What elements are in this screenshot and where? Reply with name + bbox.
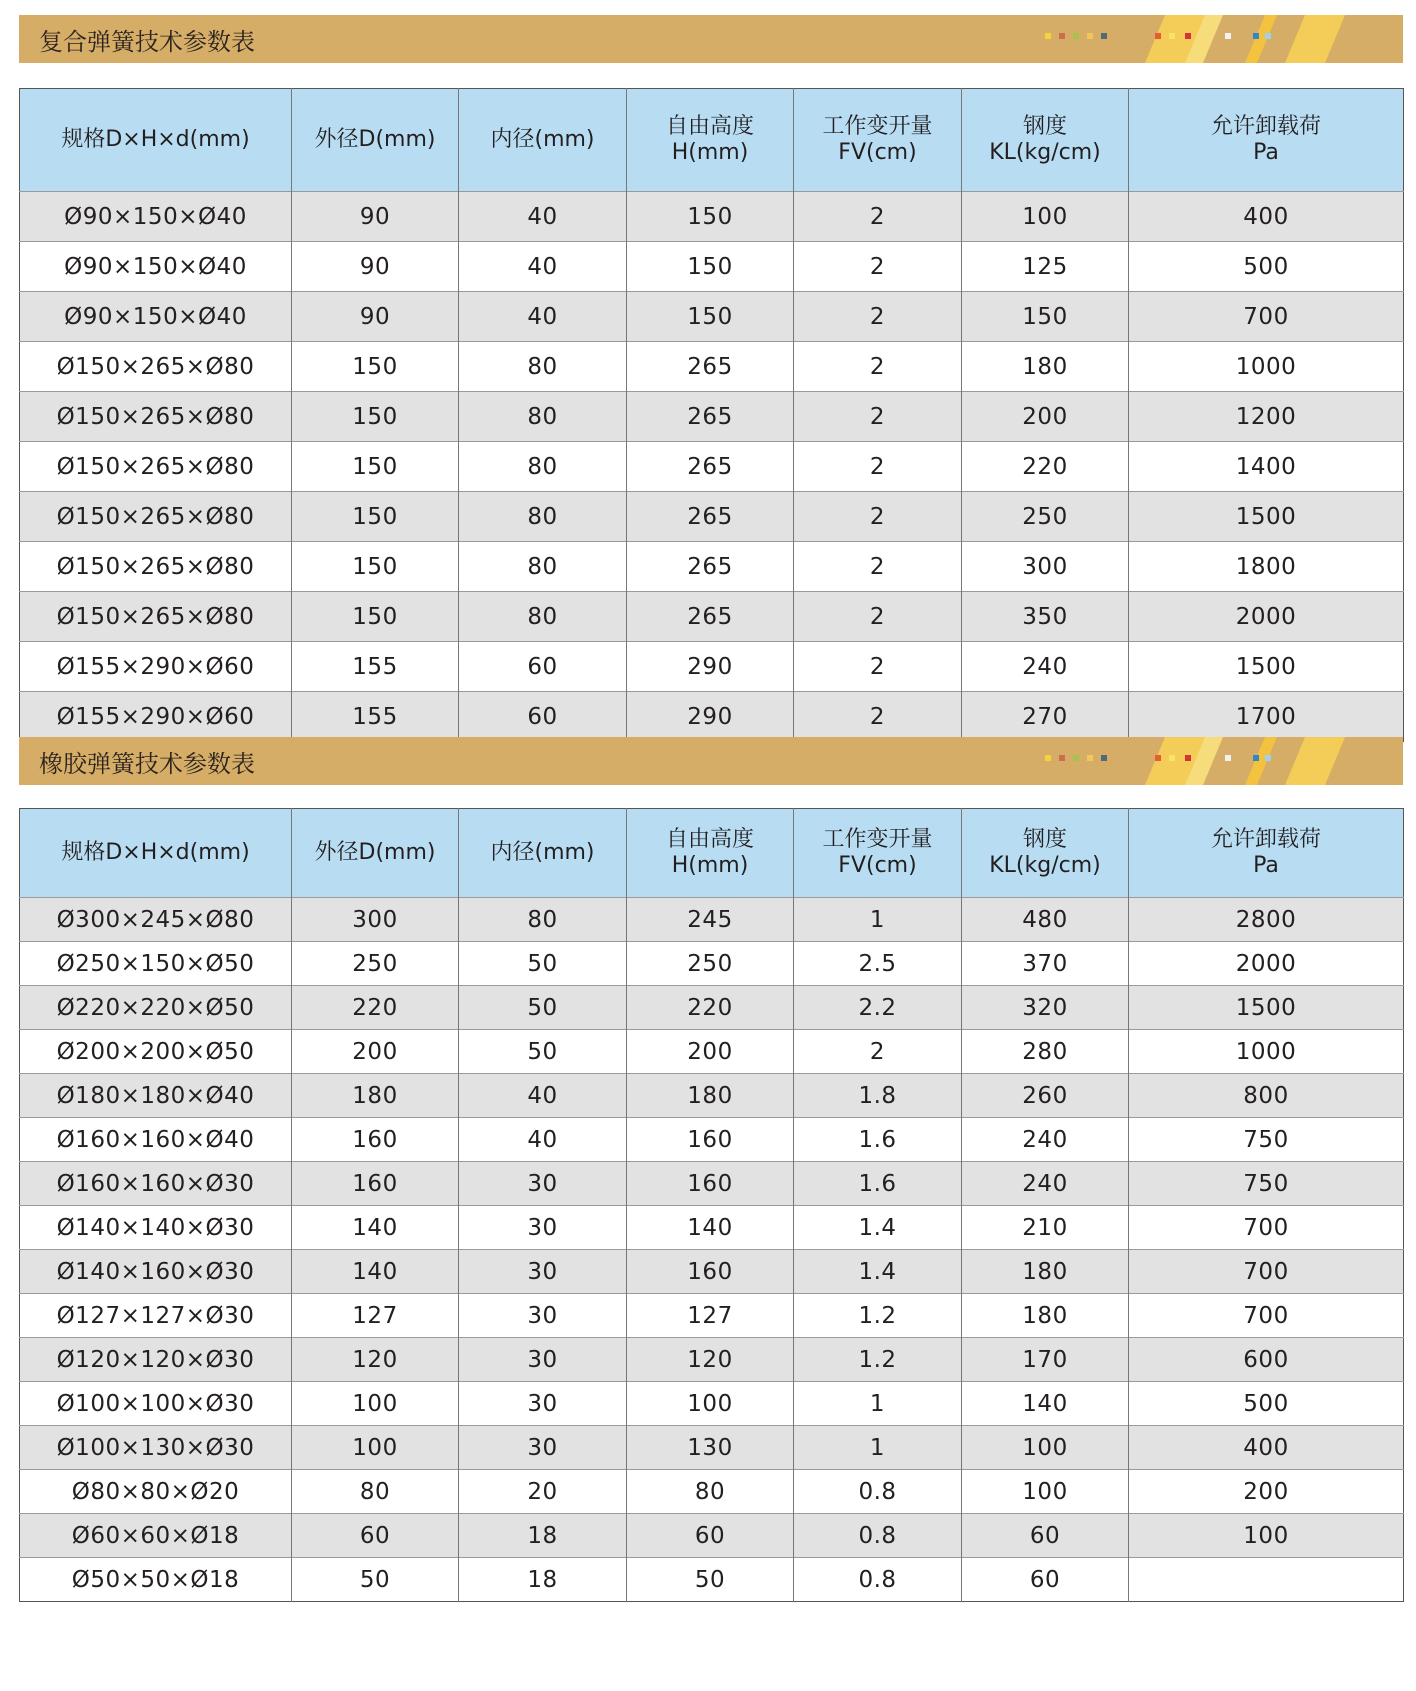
cell-spec: Ø155×290×Ø60 xyxy=(20,642,292,692)
cell-inner-diameter: 20 xyxy=(459,1470,627,1514)
cell-stiffness: 240 xyxy=(962,1118,1129,1162)
cell-allowable-load: 500 xyxy=(1129,242,1404,292)
cell-spec: Ø127×127×Ø30 xyxy=(20,1294,292,1338)
cell-inner-diameter: 80 xyxy=(459,392,627,442)
cell-allowable-load: 1400 xyxy=(1129,442,1404,492)
cell-allowable-load: 100 xyxy=(1129,1514,1404,1558)
cell-spec: Ø160×160×Ø40 xyxy=(20,1118,292,1162)
cell-free-height: 265 xyxy=(627,342,794,392)
cell-free-height: 60 xyxy=(627,1514,794,1558)
cell-inner-diameter: 30 xyxy=(459,1162,627,1206)
cell-outer-diameter: 180 xyxy=(292,1074,459,1118)
cell-stiffness: 60 xyxy=(962,1514,1129,1558)
cell-working-deflection: 1 xyxy=(794,898,962,942)
cell-spec: Ø90×150×Ø40 xyxy=(20,192,292,242)
cell-free-height: 220 xyxy=(627,986,794,1030)
table-row xyxy=(20,1030,1404,1074)
cell-stiffness: 300 xyxy=(962,542,1129,592)
cell-spec: Ø60×60×Ø18 xyxy=(20,1514,292,1558)
table-header-row xyxy=(20,809,1404,898)
cell-allowable-load: 1700 xyxy=(1129,692,1404,742)
cell-allowable-load: 1500 xyxy=(1129,642,1404,692)
header-inner-diameter: 内径(mm) xyxy=(459,89,627,192)
cell-outer-diameter: 150 xyxy=(292,392,459,442)
cell-spec: Ø150×265×Ø80 xyxy=(20,592,292,642)
composite-section-title: 复合弹簧技术参数表 xyxy=(39,27,255,56)
rubber-section-title-bar xyxy=(19,737,1403,785)
cell-stiffness: 260 xyxy=(962,1074,1129,1118)
cell-outer-diameter: 160 xyxy=(292,1162,459,1206)
cell-outer-diameter: 220 xyxy=(292,986,459,1030)
decorative-stripes-graphic xyxy=(1045,15,1385,63)
table-row xyxy=(20,542,1404,592)
table-row xyxy=(20,642,1404,692)
cell-inner-diameter: 80 xyxy=(459,592,627,642)
cell-free-height: 265 xyxy=(627,392,794,442)
cell-spec: Ø180×180×Ø40 xyxy=(20,1074,292,1118)
cell-working-deflection: 1.2 xyxy=(794,1338,962,1382)
cell-allowable-load: 2000 xyxy=(1129,592,1404,642)
cell-outer-diameter: 90 xyxy=(292,292,459,342)
cell-allowable-load: 800 xyxy=(1129,1074,1404,1118)
composite-spring-table xyxy=(19,88,1404,742)
cell-allowable-load xyxy=(1129,1558,1404,1602)
cell-free-height: 140 xyxy=(627,1206,794,1250)
table-row xyxy=(20,1426,1404,1470)
cell-working-deflection: 2 xyxy=(794,242,962,292)
cell-outer-diameter: 150 xyxy=(292,542,459,592)
table-row xyxy=(20,292,1404,342)
cell-working-deflection: 1.4 xyxy=(794,1206,962,1250)
cell-inner-diameter: 80 xyxy=(459,492,627,542)
cell-stiffness: 140 xyxy=(962,1382,1129,1426)
cell-working-deflection: 0.8 xyxy=(794,1514,962,1558)
cell-stiffness: 240 xyxy=(962,642,1129,692)
cell-working-deflection: 1.6 xyxy=(794,1118,962,1162)
cell-spec: Ø90×150×Ø40 xyxy=(20,242,292,292)
header-spec: 规格D×H×d(mm) xyxy=(20,809,292,898)
cell-working-deflection: 0.8 xyxy=(794,1470,962,1514)
cell-working-deflection: 1 xyxy=(794,1426,962,1470)
cell-allowable-load: 500 xyxy=(1129,1382,1404,1426)
cell-outer-diameter: 150 xyxy=(292,342,459,392)
cell-working-deflection: 2 xyxy=(794,442,962,492)
cell-inner-diameter: 80 xyxy=(459,542,627,592)
cell-inner-diameter: 40 xyxy=(459,1074,627,1118)
cell-stiffness: 180 xyxy=(962,342,1129,392)
cell-stiffness: 200 xyxy=(962,392,1129,442)
cell-free-height: 160 xyxy=(627,1118,794,1162)
cell-outer-diameter: 90 xyxy=(292,192,459,242)
cell-working-deflection: 1.8 xyxy=(794,1074,962,1118)
cell-inner-diameter: 30 xyxy=(459,1426,627,1470)
table-row xyxy=(20,942,1404,986)
cell-stiffness: 60 xyxy=(962,1558,1129,1602)
table-row xyxy=(20,1470,1404,1514)
cell-working-deflection: 2 xyxy=(794,292,962,342)
cell-outer-diameter: 140 xyxy=(292,1206,459,1250)
cell-outer-diameter: 120 xyxy=(292,1338,459,1382)
cell-inner-diameter: 30 xyxy=(459,1250,627,1294)
cell-working-deflection: 2 xyxy=(794,692,962,742)
cell-spec: Ø150×265×Ø80 xyxy=(20,492,292,542)
cell-stiffness: 350 xyxy=(962,592,1129,642)
cell-stiffness: 480 xyxy=(962,898,1129,942)
table-row xyxy=(20,692,1404,742)
cell-stiffness: 100 xyxy=(962,192,1129,242)
cell-stiffness: 370 xyxy=(962,942,1129,986)
cell-stiffness: 270 xyxy=(962,692,1129,742)
cell-stiffness: 320 xyxy=(962,986,1129,1030)
cell-spec: Ø100×130×Ø30 xyxy=(20,1426,292,1470)
header-free-height: 自由高度 H(mm) xyxy=(627,809,794,898)
cell-inner-diameter: 40 xyxy=(459,292,627,342)
cell-inner-diameter: 40 xyxy=(459,192,627,242)
cell-outer-diameter: 127 xyxy=(292,1294,459,1338)
cell-allowable-load: 750 xyxy=(1129,1162,1404,1206)
cell-working-deflection: 2.5 xyxy=(794,942,962,986)
table-row xyxy=(20,1382,1404,1426)
cell-outer-diameter: 100 xyxy=(292,1426,459,1470)
cell-allowable-load: 1000 xyxy=(1129,342,1404,392)
cell-working-deflection: 0.8 xyxy=(794,1558,962,1602)
cell-inner-diameter: 30 xyxy=(459,1206,627,1250)
cell-free-height: 200 xyxy=(627,1030,794,1074)
cell-allowable-load: 400 xyxy=(1129,1426,1404,1470)
cell-allowable-load: 750 xyxy=(1129,1118,1404,1162)
cell-inner-diameter: 80 xyxy=(459,442,627,492)
cell-spec: Ø100×100×Ø30 xyxy=(20,1382,292,1426)
cell-inner-diameter: 60 xyxy=(459,642,627,692)
table-row xyxy=(20,1250,1404,1294)
cell-outer-diameter: 150 xyxy=(292,592,459,642)
cell-free-height: 127 xyxy=(627,1294,794,1338)
cell-free-height: 265 xyxy=(627,492,794,542)
table-row xyxy=(20,1074,1404,1118)
table-row xyxy=(20,1206,1404,1250)
cell-outer-diameter: 155 xyxy=(292,642,459,692)
header-inner-diameter: 内径(mm) xyxy=(459,809,627,898)
cell-free-height: 265 xyxy=(627,592,794,642)
cell-spec: Ø50×50×Ø18 xyxy=(20,1558,292,1602)
rubber-section-title: 橡胶弹簧技术参数表 xyxy=(39,749,255,778)
cell-outer-diameter: 160 xyxy=(292,1118,459,1162)
cell-spec: Ø155×290×Ø60 xyxy=(20,692,292,742)
table-row xyxy=(20,1558,1404,1602)
cell-stiffness: 125 xyxy=(962,242,1129,292)
cell-free-height: 245 xyxy=(627,898,794,942)
cell-spec: Ø150×265×Ø80 xyxy=(20,542,292,592)
cell-free-height: 265 xyxy=(627,542,794,592)
header-allowable-load: 允许卸载荷 Pa xyxy=(1129,809,1404,898)
cell-working-deflection: 2 xyxy=(794,542,962,592)
table-row xyxy=(20,492,1404,542)
cell-free-height: 120 xyxy=(627,1338,794,1382)
cell-outer-diameter: 50 xyxy=(292,1558,459,1602)
table-row xyxy=(20,898,1404,942)
cell-spec: Ø300×245×Ø80 xyxy=(20,898,292,942)
cell-inner-diameter: 18 xyxy=(459,1514,627,1558)
cell-outer-diameter: 150 xyxy=(292,442,459,492)
cell-allowable-load: 1500 xyxy=(1129,492,1404,542)
cell-free-height: 150 xyxy=(627,242,794,292)
cell-stiffness: 210 xyxy=(962,1206,1129,1250)
cell-working-deflection: 2 xyxy=(794,492,962,542)
cell-allowable-load: 400 xyxy=(1129,192,1404,242)
cell-stiffness: 100 xyxy=(962,1470,1129,1514)
cell-allowable-load: 700 xyxy=(1129,1294,1404,1338)
header-spec: 规格D×H×d(mm) xyxy=(20,89,292,192)
table-row xyxy=(20,1338,1404,1382)
rubber-spring-table xyxy=(19,808,1404,1602)
composite-section-title-bar xyxy=(19,15,1403,63)
table-row xyxy=(20,392,1404,442)
cell-working-deflection: 2 xyxy=(794,192,962,242)
cell-free-height: 50 xyxy=(627,1558,794,1602)
cell-stiffness: 150 xyxy=(962,292,1129,342)
table-row xyxy=(20,192,1404,242)
cell-stiffness: 100 xyxy=(962,1426,1129,1470)
cell-spec: Ø150×265×Ø80 xyxy=(20,442,292,492)
cell-allowable-load: 700 xyxy=(1129,1250,1404,1294)
cell-spec: Ø140×160×Ø30 xyxy=(20,1250,292,1294)
table-row xyxy=(20,986,1404,1030)
cell-working-deflection: 2 xyxy=(794,392,962,442)
table-row xyxy=(20,1118,1404,1162)
cell-free-height: 150 xyxy=(627,192,794,242)
cell-working-deflection: 1.2 xyxy=(794,1294,962,1338)
cell-free-height: 100 xyxy=(627,1382,794,1426)
cell-allowable-load: 1200 xyxy=(1129,392,1404,442)
cell-allowable-load: 1000 xyxy=(1129,1030,1404,1074)
cell-inner-diameter: 50 xyxy=(459,942,627,986)
cell-outer-diameter: 90 xyxy=(292,242,459,292)
cell-allowable-load: 2800 xyxy=(1129,898,1404,942)
header-working-deflection: 工作变开量 FV(cm) xyxy=(794,809,962,898)
cell-outer-diameter: 140 xyxy=(292,1250,459,1294)
cell-free-height: 160 xyxy=(627,1250,794,1294)
header-outer-diameter: 外径D(mm) xyxy=(292,809,459,898)
header-stiffness: 钢度 KL(kg/cm) xyxy=(962,809,1129,898)
cell-allowable-load: 200 xyxy=(1129,1470,1404,1514)
header-working-deflection: 工作变开量 FV(cm) xyxy=(794,89,962,192)
cell-working-deflection: 2.2 xyxy=(794,986,962,1030)
table-row xyxy=(20,242,1404,292)
cell-allowable-load: 700 xyxy=(1129,292,1404,342)
cell-free-height: 265 xyxy=(627,442,794,492)
cell-allowable-load: 1500 xyxy=(1129,986,1404,1030)
table-row xyxy=(20,1162,1404,1206)
cell-outer-diameter: 300 xyxy=(292,898,459,942)
cell-spec: Ø160×160×Ø30 xyxy=(20,1162,292,1206)
cell-free-height: 150 xyxy=(627,292,794,342)
cell-free-height: 180 xyxy=(627,1074,794,1118)
cell-free-height: 290 xyxy=(627,642,794,692)
cell-stiffness: 170 xyxy=(962,1338,1129,1382)
cell-working-deflection: 1.6 xyxy=(794,1162,962,1206)
cell-inner-diameter: 50 xyxy=(459,1030,627,1074)
cell-allowable-load: 600 xyxy=(1129,1338,1404,1382)
cell-inner-diameter: 40 xyxy=(459,1118,627,1162)
cell-inner-diameter: 30 xyxy=(459,1338,627,1382)
cell-working-deflection: 1 xyxy=(794,1382,962,1426)
cell-free-height: 130 xyxy=(627,1426,794,1470)
table-row xyxy=(20,342,1404,392)
table-header-row xyxy=(20,89,1404,192)
table-row xyxy=(20,592,1404,642)
cell-inner-diameter: 30 xyxy=(459,1294,627,1338)
cell-inner-diameter: 80 xyxy=(459,898,627,942)
cell-free-height: 160 xyxy=(627,1162,794,1206)
table-row xyxy=(20,442,1404,492)
cell-inner-diameter: 60 xyxy=(459,692,627,742)
cell-stiffness: 280 xyxy=(962,1030,1129,1074)
cell-inner-diameter: 80 xyxy=(459,342,627,392)
table-row xyxy=(20,1294,1404,1338)
header-outer-diameter: 外径D(mm) xyxy=(292,89,459,192)
cell-allowable-load: 700 xyxy=(1129,1206,1404,1250)
cell-allowable-load: 2000 xyxy=(1129,942,1404,986)
cell-free-height: 250 xyxy=(627,942,794,986)
cell-spec: Ø140×140×Ø30 xyxy=(20,1206,292,1250)
cell-outer-diameter: 80 xyxy=(292,1470,459,1514)
cell-outer-diameter: 250 xyxy=(292,942,459,986)
cell-working-deflection: 2 xyxy=(794,642,962,692)
cell-outer-diameter: 200 xyxy=(292,1030,459,1074)
cell-free-height: 80 xyxy=(627,1470,794,1514)
cell-working-deflection: 1.4 xyxy=(794,1250,962,1294)
cell-outer-diameter: 155 xyxy=(292,692,459,742)
cell-inner-diameter: 40 xyxy=(459,242,627,292)
cell-spec: Ø150×265×Ø80 xyxy=(20,342,292,392)
cell-stiffness: 250 xyxy=(962,492,1129,542)
header-free-height: 自由高度 H(mm) xyxy=(627,89,794,192)
cell-stiffness: 220 xyxy=(962,442,1129,492)
cell-free-height: 290 xyxy=(627,692,794,742)
cell-working-deflection: 2 xyxy=(794,592,962,642)
cell-outer-diameter: 150 xyxy=(292,492,459,542)
cell-stiffness: 240 xyxy=(962,1162,1129,1206)
cell-inner-diameter: 18 xyxy=(459,1558,627,1602)
cell-outer-diameter: 100 xyxy=(292,1382,459,1426)
cell-inner-diameter: 30 xyxy=(459,1382,627,1426)
cell-allowable-load: 1800 xyxy=(1129,542,1404,592)
cell-spec: Ø150×265×Ø80 xyxy=(20,392,292,442)
cell-spec: Ø200×200×Ø50 xyxy=(20,1030,292,1074)
cell-spec: Ø220×220×Ø50 xyxy=(20,986,292,1030)
table-row xyxy=(20,1514,1404,1558)
header-allowable-load: 允许卸载荷 Pa xyxy=(1129,89,1404,192)
cell-inner-diameter: 50 xyxy=(459,986,627,1030)
cell-outer-diameter: 60 xyxy=(292,1514,459,1558)
cell-working-deflection: 2 xyxy=(794,342,962,392)
cell-spec: Ø90×150×Ø40 xyxy=(20,292,292,342)
cell-working-deflection: 2 xyxy=(794,1030,962,1074)
decorative-stripes-graphic xyxy=(1045,737,1385,785)
header-stiffness: 钢度 KL(kg/cm) xyxy=(962,89,1129,192)
cell-stiffness: 180 xyxy=(962,1250,1129,1294)
cell-spec: Ø120×120×Ø30 xyxy=(20,1338,292,1382)
cell-stiffness: 180 xyxy=(962,1294,1129,1338)
cell-spec: Ø250×150×Ø50 xyxy=(20,942,292,986)
cell-spec: Ø80×80×Ø20 xyxy=(20,1470,292,1514)
